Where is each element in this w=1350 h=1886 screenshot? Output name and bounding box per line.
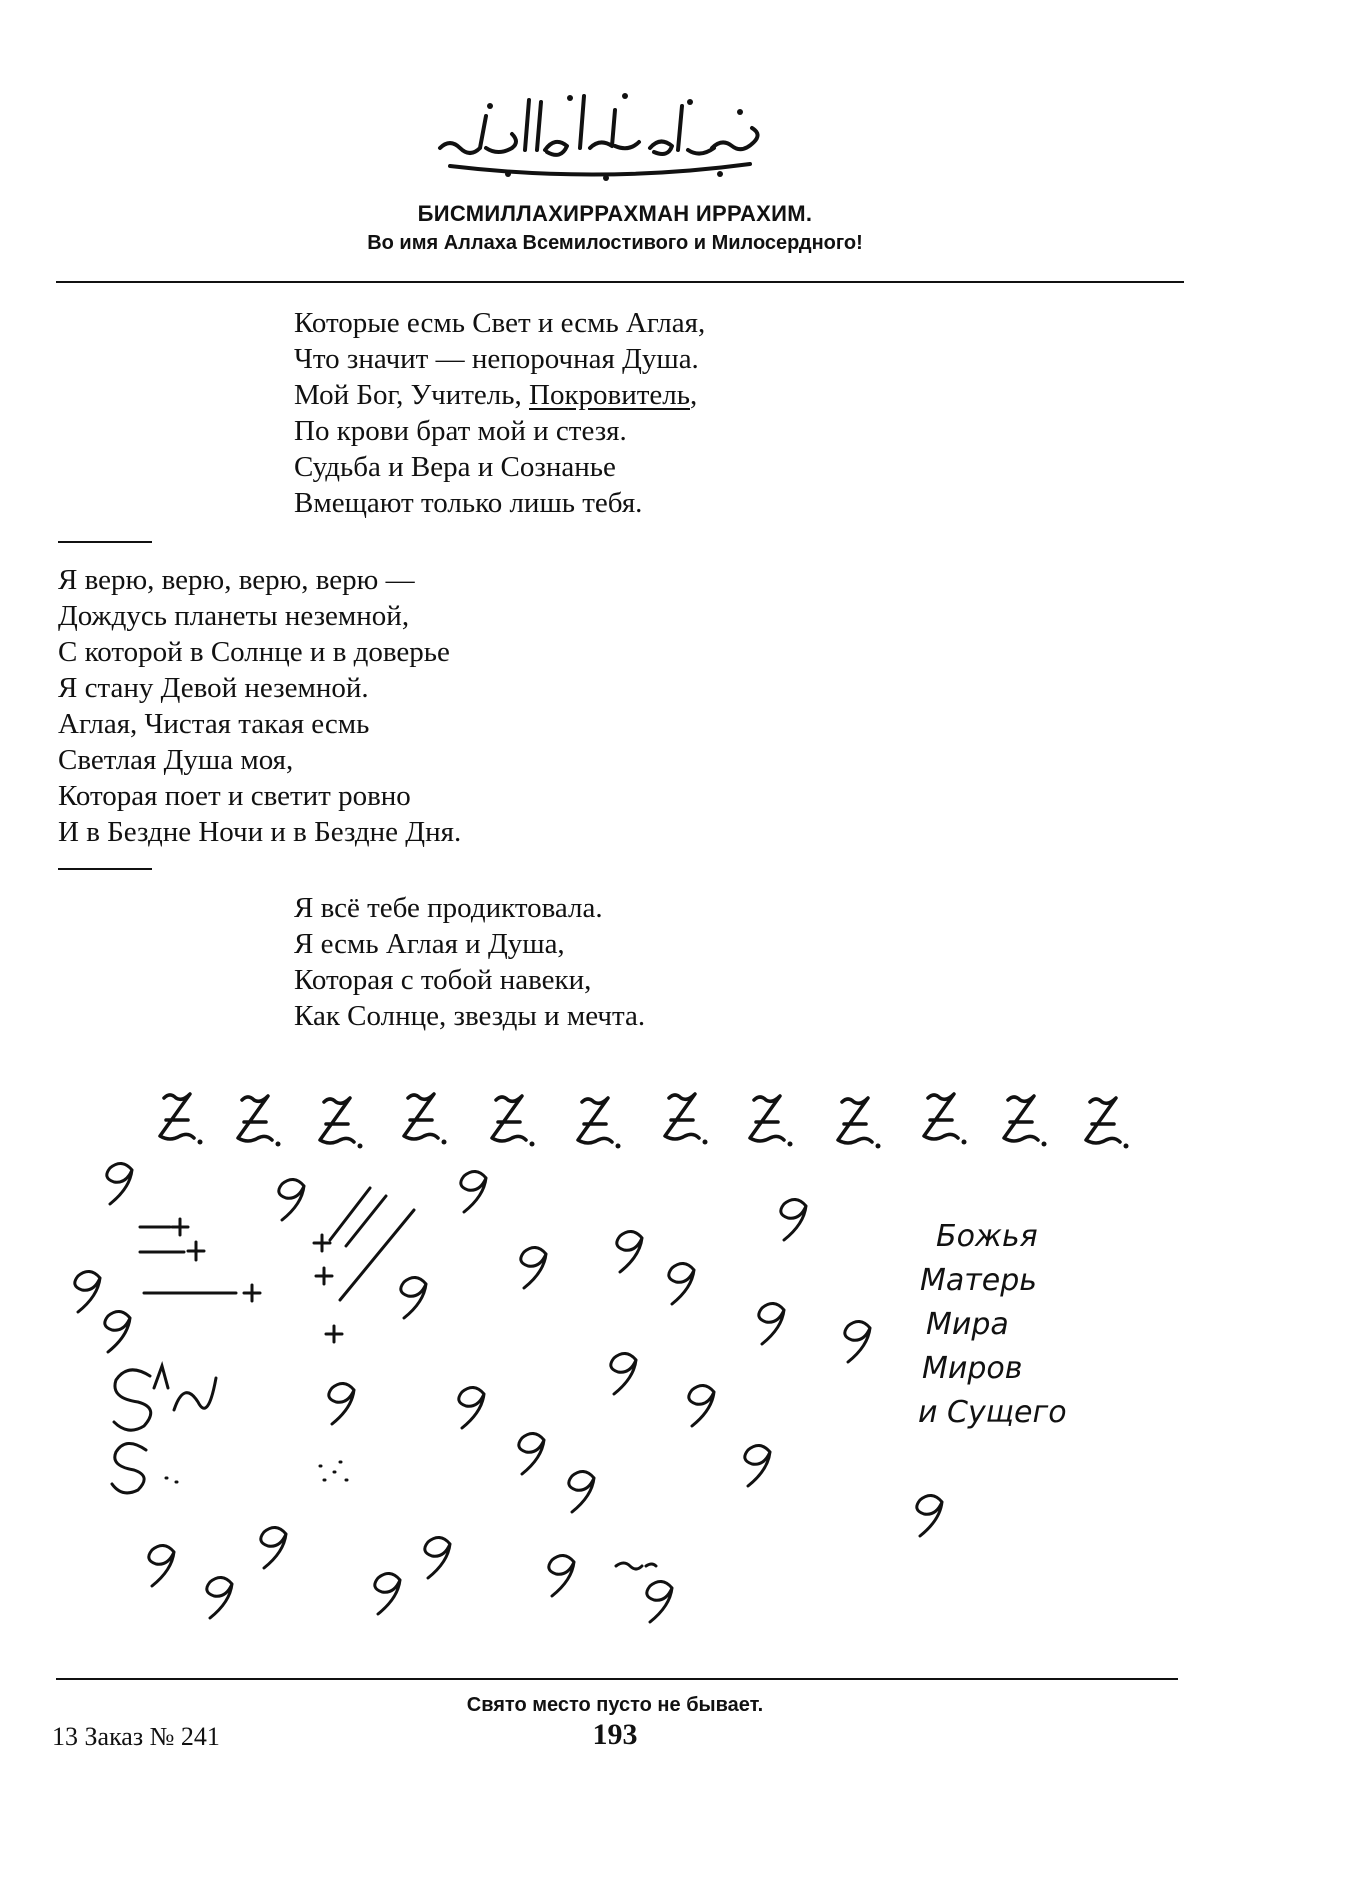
punctuation: , [690,379,698,411]
handwritten-nine [425,1537,450,1578]
handwritten-z [1004,1096,1038,1141]
stanza-separator [58,868,152,870]
handwritten-nine [519,1433,544,1474]
page-number: 193 [592,1718,638,1751]
handwritten-nine [105,1311,130,1352]
handwritten-dot [1124,1144,1129,1149]
handwritten-dot [442,1140,447,1145]
handwritten-z [238,1096,272,1141]
handwritten-nine [375,1573,400,1614]
poem-line [294,377,705,413]
handwritten-nine [611,1353,636,1394]
handwritten-line: Мира [926,1307,1009,1342]
handwritten-nine [75,1271,100,1312]
handwritten-z [665,1094,699,1139]
handwritten-z [838,1098,872,1143]
footer-proverb: Свято место пусто не бывает. [466,1694,764,1716]
handwritten-z [160,1094,194,1139]
handwritten-z [320,1098,354,1143]
handwritten-dot [198,1140,203,1145]
handwritten-dot [616,1144,621,1149]
poem-line: По крови брат мой и стезя. [294,415,627,447]
poem-stanza-1 [294,305,705,521]
handwritten-dot [962,1140,967,1145]
header-divider [56,281,1184,283]
handwritten-nine [149,1545,174,1586]
poem-line: Что значит — непорочная Душа. [294,343,699,375]
handwritten-line: Миров [922,1351,1023,1386]
handwritten-nine [569,1471,594,1512]
handwritten-z [578,1098,612,1143]
handwritten-note [918,1215,1067,1435]
poem-line: Аглая, Чистая такая есмь [58,708,370,740]
handwritten-z [750,1096,784,1141]
poem-line-text: Мой Бог, Учитель, [294,379,522,411]
handwritten-nine [917,1495,942,1536]
poem-line: С которой в Солнце и в доверье [58,636,450,668]
handwritten-dot [1042,1142,1047,1147]
handwritten-dot [876,1144,881,1149]
header-subtitle: Во имя Аллаха Всемилостивого и Милосердного! [367,232,863,254]
handwritten-nine [461,1171,486,1212]
handwritten-nine [647,1581,672,1622]
handwritten-nine [669,1263,694,1304]
poem-line: Дождусь планеты неземной, [58,600,410,632]
poem-line: Как Солнце, звезды и мечта. [294,1000,646,1032]
poem-line: Вмещают только лишь тебя. [294,487,643,519]
footer-divider [56,1678,1178,1680]
stanza-separator [58,541,152,543]
handwritten-z [492,1096,526,1141]
poem-line: Которые есмь Свет и есмь Аглая, [294,307,706,339]
handwritten-z [924,1094,958,1139]
handwritten-nine [845,1321,870,1362]
handwritten-z [404,1094,438,1139]
poem-stanza-2 [58,562,461,850]
basmala-calligraphy [420,78,780,188]
handwritten-nine [459,1387,484,1428]
handwritten-dot [276,1142,281,1147]
poem-line: Которая с тобой навеки, [294,964,592,996]
poem-line: Я всё тебе продиктовала. [294,892,603,924]
handwritten-nine [689,1385,714,1426]
handwritten-symbols-drawing [0,1070,1350,1650]
handwritten-nine [261,1527,286,1568]
handwritten-nine [107,1163,132,1204]
handwritten-nine [617,1231,642,1272]
handwritten-line: и Сущего [918,1395,1067,1430]
poem-stanza-3 [294,890,645,1034]
handwritten-line: Божья [936,1219,1038,1254]
handwritten-dot [530,1142,535,1147]
handwritten-nine [329,1383,354,1424]
poem-line: Которая поет и светит ровно [58,780,411,812]
poem-line: И в Бездне Ночи и в Бездне Дня. [58,816,462,848]
poem-line: Светлая Душа моя, [58,744,294,776]
handwritten-dot [358,1144,363,1149]
underlined-word: Покровитель [529,379,690,411]
handwritten-nine [207,1577,232,1618]
print-order-number: 13 Заказ № 241 [52,1722,220,1751]
handwritten-nine [401,1277,426,1318]
handwritten-nine [745,1445,770,1486]
handwritten-nine [521,1247,546,1288]
handwritten-nine [279,1179,304,1220]
handwritten-nine [759,1303,784,1344]
header-title: БИСМИЛЛАХИРРАХМАН ИРРАХИМ. [417,201,813,226]
handwritten-nine [549,1555,574,1596]
handwritten-line: Матерь [920,1263,1037,1298]
poem-line: Я стану Девой неземной. [58,672,369,704]
handwritten-nine [781,1199,806,1240]
handwritten-dot [703,1140,708,1145]
poem-line: Я верю, верю, верю, верю — [58,564,415,596]
handwritten-dot [788,1142,793,1147]
poem-line: Я есмь Аглая и Душа, [294,928,565,960]
handwritten-z [1086,1098,1120,1143]
poem-line: Судьба и Вера и Сознанье [294,451,616,483]
